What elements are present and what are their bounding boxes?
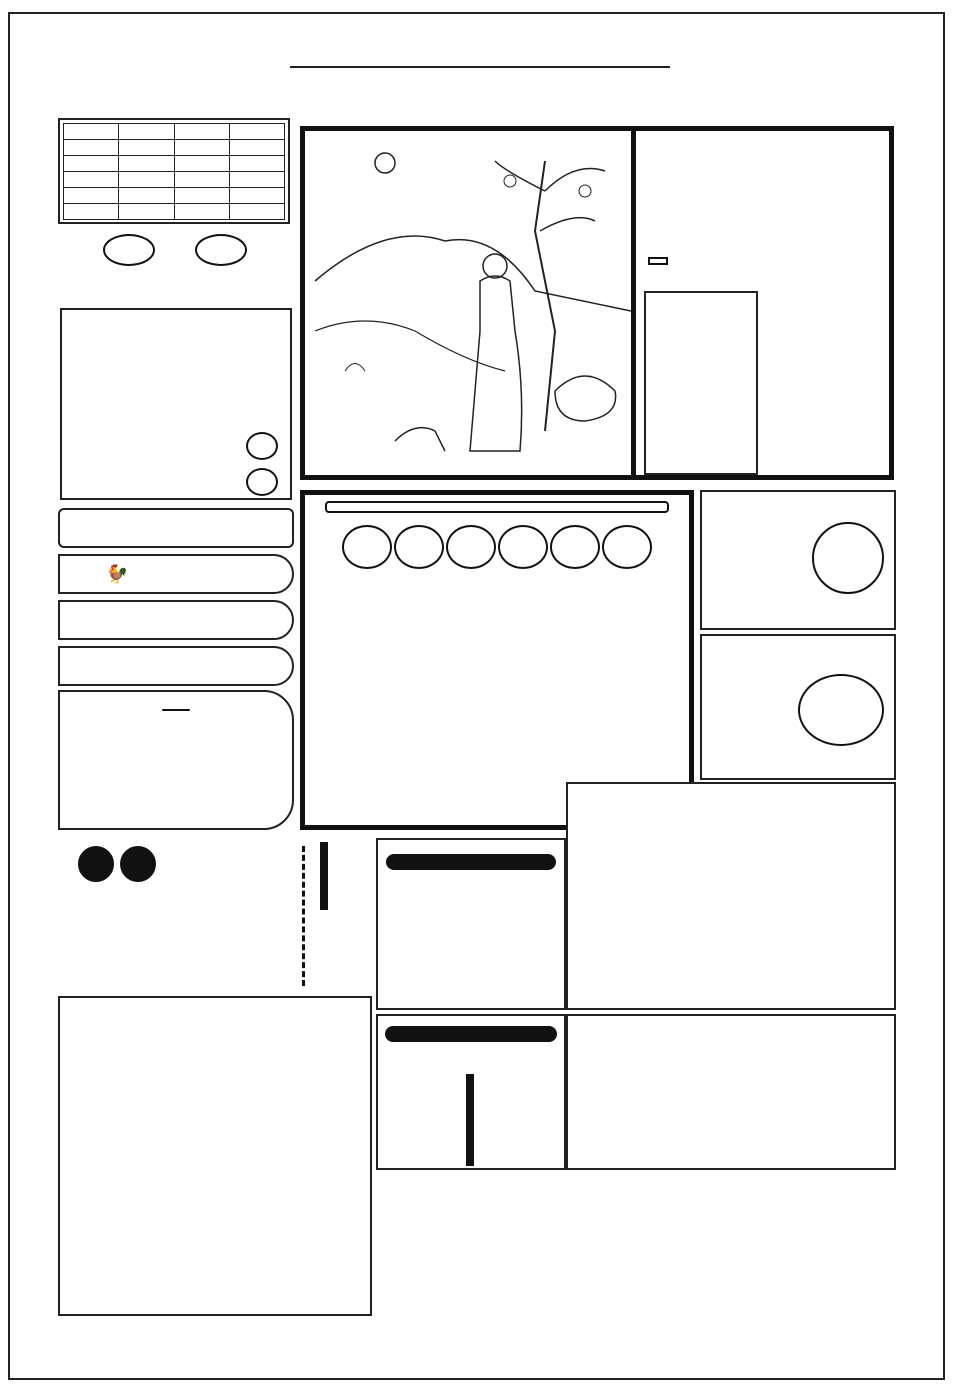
scroll	[644, 291, 758, 475]
cell	[174, 172, 229, 188]
cold-hot-number	[103, 234, 155, 266]
dashed-divider	[302, 846, 305, 986]
picture-box	[300, 126, 636, 480]
mark-six-strip-right	[912, 100, 936, 1325]
cell	[119, 172, 174, 188]
special-number	[246, 432, 278, 460]
cell	[229, 140, 284, 156]
cold-hot-section	[60, 228, 290, 304]
computer-text	[305, 569, 689, 585]
big-small-text	[568, 804, 894, 814]
stats-table-box	[58, 118, 290, 224]
zodiac-icon: 🐓	[106, 564, 129, 585]
computer-number	[446, 525, 496, 569]
lucky-range-row	[58, 646, 294, 686]
table-row	[64, 204, 285, 220]
cell	[119, 204, 174, 220]
xuanji-badge	[78, 846, 114, 882]
cell	[119, 156, 174, 172]
table-row	[64, 140, 285, 156]
cell	[174, 140, 229, 156]
header	[20, 22, 940, 72]
count-number	[798, 674, 884, 746]
lucky-color-row	[58, 600, 294, 640]
table-row	[64, 156, 285, 172]
attention-badge	[162, 709, 190, 711]
liuhe-xuanji-box	[636, 126, 894, 480]
stats-header	[174, 124, 229, 140]
cell	[64, 172, 119, 188]
odd-even-analysis-box	[566, 1014, 896, 1170]
table-row	[64, 188, 285, 204]
cell	[174, 204, 229, 220]
cell	[64, 204, 119, 220]
total-score-title	[386, 854, 556, 870]
cell	[174, 188, 229, 204]
cell	[64, 156, 119, 172]
stats-table	[63, 123, 285, 220]
zodiac-puzzle-box	[58, 996, 372, 1316]
special-number	[246, 468, 278, 496]
total-score-box	[376, 838, 566, 1010]
computer-number	[498, 525, 548, 569]
tips-section	[316, 842, 370, 992]
computer-number	[602, 525, 652, 569]
cell	[119, 188, 174, 204]
count-box-2	[700, 634, 896, 780]
mark-six-strip-left	[18, 110, 40, 1325]
special-code-box	[60, 308, 292, 500]
cell	[229, 156, 284, 172]
odd-even-box	[376, 1014, 566, 1170]
count-box-1	[700, 490, 896, 630]
computer-number	[394, 525, 444, 569]
computer-number	[550, 525, 600, 569]
count-number	[812, 522, 884, 594]
seek-label	[648, 257, 668, 265]
computer-title	[325, 501, 669, 513]
table-row	[64, 172, 285, 188]
big-small-analysis-box	[566, 782, 896, 1010]
stats-header	[64, 124, 119, 140]
odd-even-text	[568, 1016, 894, 1024]
cell	[119, 140, 174, 156]
cell	[229, 172, 284, 188]
mark-six-strip-top	[24, 84, 904, 106]
computer-analysis-box	[300, 490, 694, 830]
xuanji-section	[58, 840, 308, 990]
contribution-box	[58, 690, 294, 830]
sage-illustration	[305, 131, 631, 475]
stats-header	[119, 124, 174, 140]
computer-numbers	[305, 525, 689, 569]
odd-even-title	[385, 1026, 557, 1042]
cell	[64, 188, 119, 204]
cell	[229, 204, 284, 220]
cell	[174, 156, 229, 172]
computer-number	[342, 525, 392, 569]
cell	[64, 140, 119, 156]
lucky-zodiac-row	[58, 554, 294, 594]
xuanji-badge	[120, 846, 156, 882]
tips-label	[320, 842, 328, 910]
cell	[229, 188, 284, 204]
lucky-special-row	[58, 508, 294, 548]
stats-header	[229, 124, 284, 140]
cold-hot-number	[195, 234, 247, 266]
